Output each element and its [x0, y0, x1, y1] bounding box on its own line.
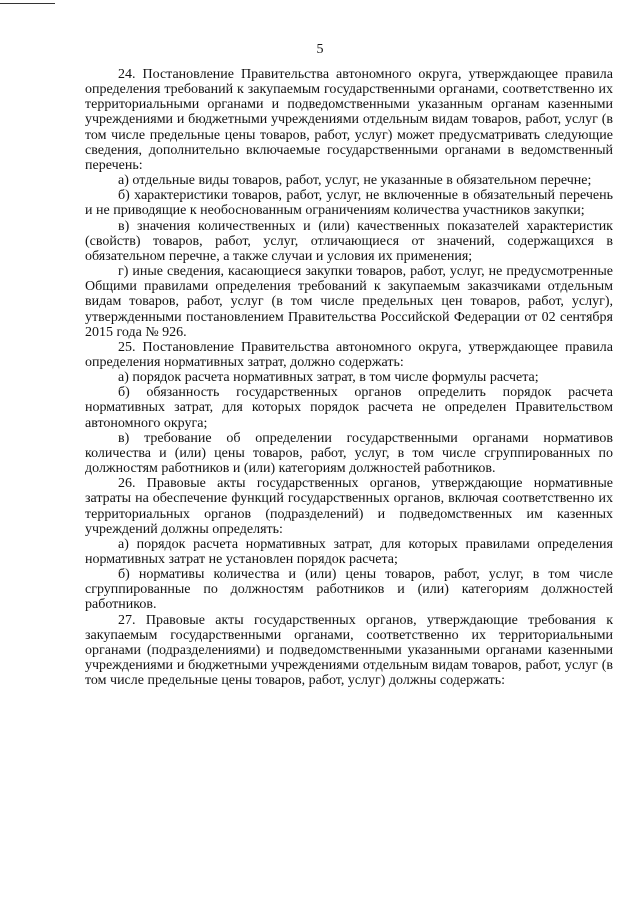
paragraph-26: 26. Правовые акты государственных органов, утверждающие нормативные затраты на обеспечение функций государственных органов, включая соответственно их территориальных органов (подразделений) и подведомственных им казенных учреждений должны определять: [85, 476, 613, 537]
paragraph-25-v: в) требование об определении государственными органами нормативов количества и (или) цены товаров, работ, услуг, в том числе сгруппированных по должностям работников и (или) категориям должностей работников. [85, 430, 613, 477]
paragraph-25: 25. Постановление Правительства автономного округа, утверждающее правила определения нормативных затрат, должно содержать: [85, 339, 613, 370]
page-number: 5 [316, 42, 324, 57]
corner-scan-mark [0, 0, 55, 4]
paragraph-24-v: в) значения количественных и (или) качественных показателей характеристик (свойств) товаров, работ, услуг, отличающиеся от значений, содержащихся в обязательном перечне, а также случаи и условия их применения; [85, 218, 613, 264]
paragraph-25-a: а) порядок расчета нормативных затрат, в том числе формулы расчета; [118, 370, 539, 386]
paragraph-26-a: а) порядок расчета нормативных затрат, для которых правилами определения нормативных затрат не установлен порядок расчета; [85, 536, 613, 567]
paragraph-27: 27. Правовые акты государственных органов, утверждающие требования к закупаемым государственными органами, соответственно их территориальными органами (подразделениями) и подведомственными указанными органами казенными учреждениями и бюджетными учреждениями отдельным видам товаров, работ, услуг (в том числе предельные цены товаров, работ, услуг) должны содержать: [85, 612, 613, 689]
paragraph-24-g: г) иные сведения, касающиеся закупки товаров, работ, услуг, не предусмотренные Общими правилами определения требований к закупаемым заказчиками отдельным видам товаров, работ, услуг (в том числе предельных цен товаров, работ, услуг), утвержденными постановлением Правительства Российской Федерации от 02 сентября 2015 года № 926. [85, 264, 613, 340]
paragraph-24-a: а) отдельные виды товаров, работ, услуг, не указанные в обязательном перечне; [118, 173, 592, 189]
document-body [85, 67, 613, 688]
paragraph-24: 24. Постановление Правительства автономного округа, утверждающее правила определения требований к закупаемым государственными органами, соответственно их территориальными органами и подведомственными указанным органам казенными учреждениями и бюджетными учреждениями отдельным видам товаров, работ, услуг (в том числе предельные цены товаров, работ, услуг) может предусматривать следующие сведения, дополнительно включаемые государственными органами в ведомственный перечень: [85, 67, 613, 173]
paragraph-24-b: б) характеристики товаров, работ, услуг, не включенные в обязательный перечень и не приводящие к необоснованным ограничениям количества участников закупки; [85, 188, 613, 219]
paragraph-25-b: б) обязанность государственных органов определить порядок расчета нормативных затрат, для которых порядок расчета не определен Правительством автономного округа; [85, 385, 613, 431]
paragraph-26-b: б) нормативы количества и (или) цены товаров, работ, услуг, в том числе сгруппированные по должностям работников и (или) категориям должностей работников. [85, 567, 613, 613]
